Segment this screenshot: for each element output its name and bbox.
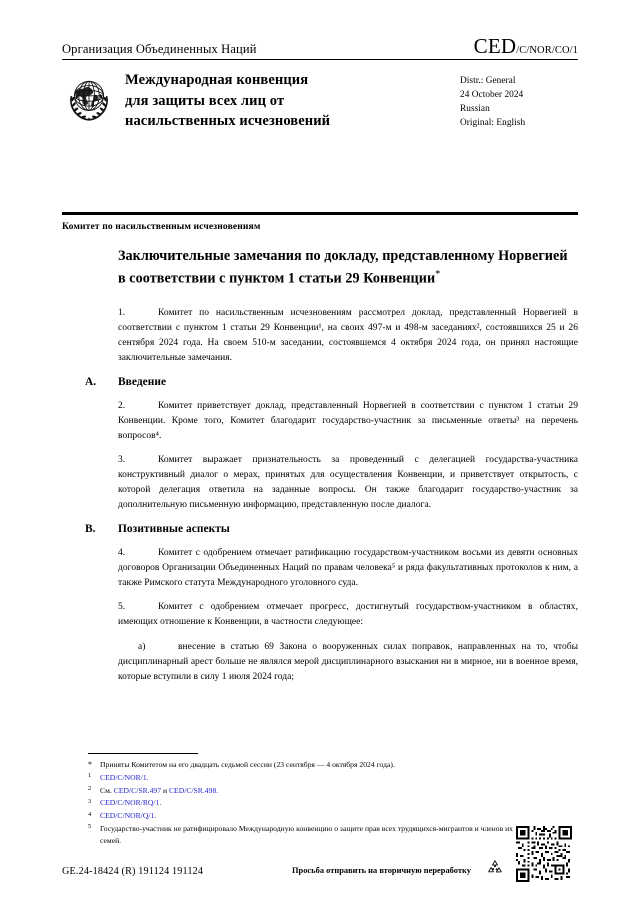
footnote-item bbox=[88, 797, 518, 809]
footnote-prefix: См. bbox=[100, 785, 114, 795]
footnote-conjunction: и bbox=[161, 785, 169, 795]
page-title-footnote-marker: * bbox=[435, 269, 441, 281]
footnote-separator bbox=[88, 753, 198, 754]
footnotes bbox=[88, 759, 518, 848]
footnote-marker: * bbox=[88, 760, 93, 769]
footnote-link[interactable]: CED/C/SR.498. bbox=[168, 785, 219, 795]
paragraph bbox=[118, 600, 578, 630]
paragraph-text: Комитет по насильственным исчезновениям рассмотрел доклад, представленный Норвегией в соответствии с пунктом 1 статьи 29 Конвенции¹, на своих 497-м и 498-м заседаниях², состоявшихся 25 и 26 сентября 2024 года. На своем 510-м заседании, состоявшемся 4 октября 2024 года, он принял настоящие заключительные замечания. bbox=[118, 308, 578, 364]
section-letter: A. bbox=[85, 375, 97, 388]
footnote-text bbox=[100, 772, 518, 784]
committee-name: Комитет по насильственным исчезновениям bbox=[62, 221, 261, 232]
un-emblem bbox=[62, 71, 116, 125]
page-title-text: Заключительные замечания по докладу, представленному Норвегией в соответствии с пунктом 1 статьи 29 Конвенции bbox=[118, 248, 568, 288]
paragraph bbox=[118, 453, 578, 513]
recycle-icon bbox=[485, 858, 505, 878]
footnote-item bbox=[88, 823, 518, 848]
footnote-item bbox=[88, 810, 518, 822]
section-title: Введение bbox=[118, 375, 167, 388]
distribution-language: Russian bbox=[460, 103, 490, 114]
recycling-note: Просьба отправить на вторичную переработку bbox=[292, 866, 471, 875]
footnote-link[interactable]: CED/C/NOR/RQ/1. bbox=[100, 798, 162, 808]
paragraph-text: Комитет с одобрением отмечает ратификацию государством-участником восьми из девяти основных договоров Организации Объединенных Наций по правам человека⁵ и ряда факультативных протоколов к ним, а также Римского статута Международного уголовного суда. bbox=[118, 547, 578, 588]
footnote-marker: 1 bbox=[88, 772, 92, 780]
footnote-text bbox=[100, 785, 518, 797]
paragraph bbox=[118, 306, 578, 366]
section-title: Позитивные аспекты bbox=[118, 522, 230, 535]
subparagraph bbox=[118, 640, 578, 685]
footnote-text bbox=[100, 797, 518, 809]
distribution-original: Original: English bbox=[460, 117, 526, 128]
distribution-date: 24 October 2024 bbox=[460, 89, 524, 100]
footnote-text: Приняты Комитетом на его двадцать седьмой сессии (23 сентября — 4 октября 2024 года). bbox=[100, 760, 395, 769]
footnote-marker: 4 bbox=[88, 810, 92, 818]
paragraph-text: Комитет выражает признательность за проведенный с делегацией государства-участника конструктивный диалог о мерах, принятых для осуществления Конвенции, и приветствует открытость, с которой делегация ответила на заданные вопросы. Он также благодарит государство-участник за дополнительную письменную информацию, представленную после диалога. bbox=[118, 455, 578, 511]
document-symbol-main: CED bbox=[473, 34, 517, 58]
footnote-text bbox=[100, 810, 518, 822]
masthead-top-row bbox=[62, 36, 578, 59]
footnote-item bbox=[88, 759, 518, 771]
paragraph-number: 3. bbox=[118, 455, 126, 466]
footnote-marker: 5 bbox=[88, 823, 92, 831]
paragraph-number: 4. bbox=[118, 547, 126, 558]
masthead-rule bbox=[62, 59, 578, 60]
paragraph-number: 5. bbox=[118, 602, 126, 613]
section-letter: B. bbox=[85, 522, 96, 535]
organization-name: Организация Объединенных Наций bbox=[62, 42, 257, 57]
masthead bbox=[62, 36, 578, 132]
footnote-item bbox=[88, 772, 518, 784]
document-symbol-suffix: /C/NOR/CO/1 bbox=[516, 45, 578, 56]
distribution-block bbox=[460, 69, 578, 131]
qr-code bbox=[516, 826, 572, 882]
footnote-link[interactable]: CED/C/NOR/Q/1. bbox=[100, 811, 157, 821]
header-divider bbox=[62, 212, 578, 215]
footnote-link[interactable]: CED/C/NOR/1. bbox=[100, 772, 149, 782]
paragraph bbox=[118, 399, 578, 444]
subparagraph-text: внесение в статью 69 Закона о вооруженных силах поправок, направленных на то, чтобы дисциплинарный арест больше не являлся мерой дисциплинарного взыскания ни в мирное, ни в военное время, которые вступили в силу 1 июля 2024 года; bbox=[118, 641, 578, 682]
job-number: GE.24-18424 (R) 191124 191124 bbox=[62, 866, 204, 877]
section-heading-b bbox=[85, 523, 578, 535]
footnote-marker: 2 bbox=[88, 785, 92, 793]
footnote-text: Государство-участник не ратифицировало Международную конвенцию о защите прав всех трудящихся-мигрантов и членов их семей. bbox=[100, 823, 513, 846]
convention-title-line-1: Международная конвенция bbox=[125, 72, 309, 88]
paragraph-text: Комитет с одобрением отмечает прогресс, достигнутый государством-участником в областях, имеющих отношение к Конвенции, в частности следующее: bbox=[118, 602, 578, 628]
convention-title-line-3: насильственных исчезновений bbox=[125, 113, 331, 130]
paragraph bbox=[118, 546, 578, 591]
convention-title-line-2: для защиты всех лиц от bbox=[125, 92, 285, 109]
footnote-item bbox=[88, 785, 518, 797]
convention-title bbox=[125, 69, 448, 132]
document-symbol bbox=[474, 36, 578, 57]
paragraph-number: 1. bbox=[118, 308, 126, 319]
section-heading-a bbox=[85, 376, 578, 388]
document-body bbox=[85, 246, 578, 694]
subparagraph-label: a) bbox=[138, 641, 146, 652]
distribution-type: Distr.: General bbox=[460, 76, 516, 86]
paragraph-number: 2. bbox=[118, 400, 126, 411]
footnote-marker: 3 bbox=[88, 797, 92, 805]
footnote-link[interactable]: CED/C/SR.497 bbox=[113, 785, 162, 795]
page-title bbox=[118, 246, 578, 290]
paragraph-text: Комитет приветствует доклад, представленный Норвегией в соответствии с пунктом 1 статьи 29 Конвенции. Кроме того, Комитет благодарит государство-участник за письменные ответы³ на перечень вопросов⁴. bbox=[118, 400, 578, 441]
masthead-body-row bbox=[62, 69, 578, 132]
